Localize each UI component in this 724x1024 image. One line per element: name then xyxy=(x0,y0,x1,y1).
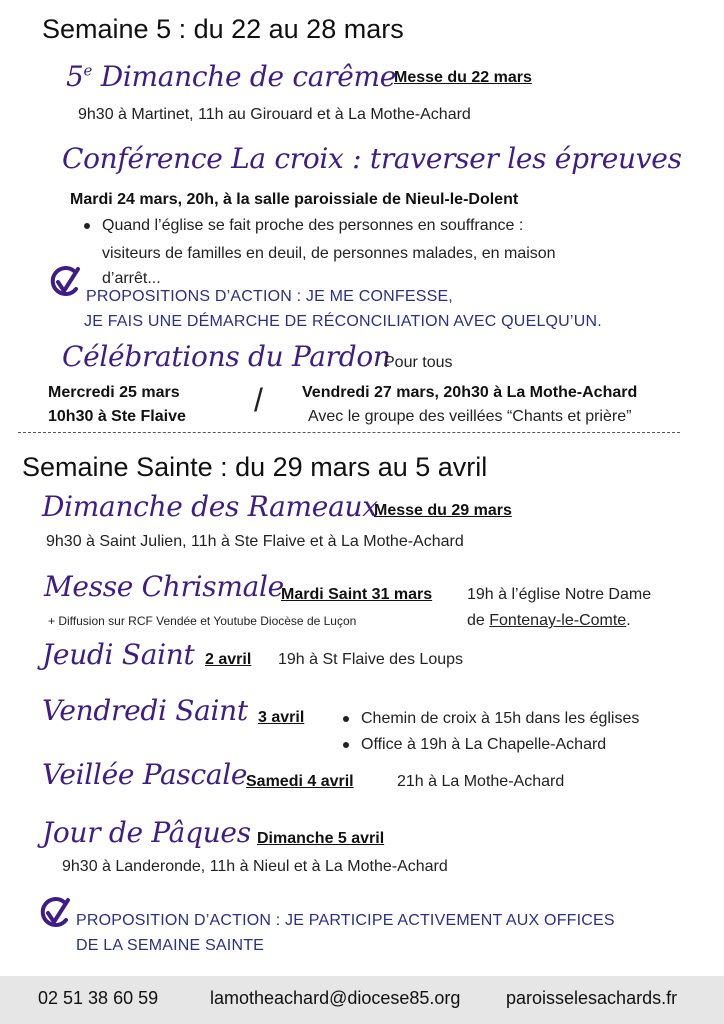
chrismale-date: Mardi Saint 31 mars xyxy=(281,586,433,603)
conference-bullet-line3: d’arrêt... xyxy=(102,270,161,287)
bullet-dot xyxy=(84,223,90,229)
conference-when: Mardi 24 mars, 20h, à la salle paroissiale de Nieul-le-Dolent xyxy=(70,191,519,208)
paques-times: 9h30 à Landeronde, 11h à Nieul et à La Mothe-Achard xyxy=(62,858,448,875)
pardon-separator: / xyxy=(254,382,263,418)
pardon-title: Célébrations du Pardon xyxy=(62,340,391,373)
jeudi-saint-date: 2 avril xyxy=(205,651,252,668)
vendredi-saint-date: 3 avril xyxy=(258,709,305,726)
fifth-sunday-mass-date: Messe du 22 mars xyxy=(394,69,532,86)
pardon-right-day: Vendredi 27 mars, 20h30 à La Mothe-Achard xyxy=(302,384,638,401)
veillee-pascale-title: Veillée Pascale xyxy=(42,758,248,791)
jeudi-saint-info: 19h à St Flaive des Loups xyxy=(278,651,464,668)
section-divider xyxy=(18,432,680,433)
week5-heading: Semaine 5 : du 22 au 28 mars xyxy=(42,14,404,44)
holy-week-action-line2: DE LA SEMAINE SAINTE xyxy=(76,937,265,954)
rameaux-mass-date: Messe du 29 mars xyxy=(374,502,512,519)
contact-footer xyxy=(0,976,724,1024)
chrismale-place-line1: 19h à l’église Notre Dame xyxy=(467,586,652,603)
bullet-dot xyxy=(343,716,349,722)
email-link[interactable]: lamotheachard@diocese85.org xyxy=(210,988,461,1008)
conference-bullet: Quand l’église se fait proche des personnes en souffrance : xyxy=(84,217,523,235)
chrismale-broadcast: + Diffusion sur RCF Vendée et Youtube Diocèse de Luçon xyxy=(48,614,357,628)
chrismale-place-line2: de Fontenay-le-Comte. xyxy=(467,612,631,629)
vendredi-bullet-1: Chemin de croix à 15h dans les églises xyxy=(343,710,639,728)
pardon-left-place: 10h30 à Ste Flaive xyxy=(48,408,186,425)
conference-title: Conférence La croix : traverser les épreuves xyxy=(62,142,682,175)
pardon-left-day: Mercredi 25 mars xyxy=(48,384,180,401)
fifth-sunday-times: 9h30 à Martinet, 11h au Girouard et à La Mothe-Achard xyxy=(78,106,471,123)
holy-week-action-line1: PROPOSITION D’ACTION : JE PARTICIPE ACTIVEMENT AUX OFFICES xyxy=(76,912,615,929)
chrismale-title: Messe Chrismale xyxy=(44,570,284,603)
paques-date: Dimanche 5 avril xyxy=(257,830,385,847)
checkmark-icon xyxy=(48,265,82,299)
conference-bullet-line2: visiteurs de familles en deuil, de personnes malades, en maison xyxy=(102,245,556,262)
rameaux-title: Dimanche des Rameaux xyxy=(42,490,378,523)
pardon-audience: Pour tous xyxy=(384,354,453,371)
rameaux-times: 9h30 à Saint Julien, 11h à Ste Flaive et à La Mothe-Achard xyxy=(46,533,464,550)
fontenay-link[interactable]: Fontenay-le-Comte xyxy=(489,612,627,629)
veillee-pascale-info: 21h à La Mothe-Achard xyxy=(397,773,565,790)
pardon-right-note: Avec le groupe des veillées “Chants et prière” xyxy=(308,408,632,425)
website-link[interactable]: paroisselesachards.fr xyxy=(506,988,678,1008)
jeudi-saint-title: Jeudi Saint xyxy=(42,638,195,671)
checkmark-icon xyxy=(38,896,72,930)
holy-week-heading: Semaine Sainte : du 29 mars au 5 avril xyxy=(22,452,488,482)
fifth-sunday-title: 5e Dimanche de carême xyxy=(66,60,397,93)
vendredi-saint-title: Vendredi Saint xyxy=(42,694,248,727)
week5-action-line2: JE FAIS UNE DÉMARCHE DE RÉCONCILIATION AVEC QUELQU’UN. xyxy=(84,313,602,330)
vendredi-bullet-2: Office à 19h à La Chapelle-Achard xyxy=(343,736,606,754)
veillee-pascale-date: Samedi 4 avril xyxy=(246,773,354,790)
phone-number[interactable]: 02 51 38 60 59 xyxy=(38,988,159,1008)
bullet-dot xyxy=(343,742,349,748)
paques-title: Jour de Pâques xyxy=(42,816,251,849)
week5-action-line1: PROPOSITIONS D’ACTION : JE ME CONFESSE, xyxy=(86,288,453,305)
